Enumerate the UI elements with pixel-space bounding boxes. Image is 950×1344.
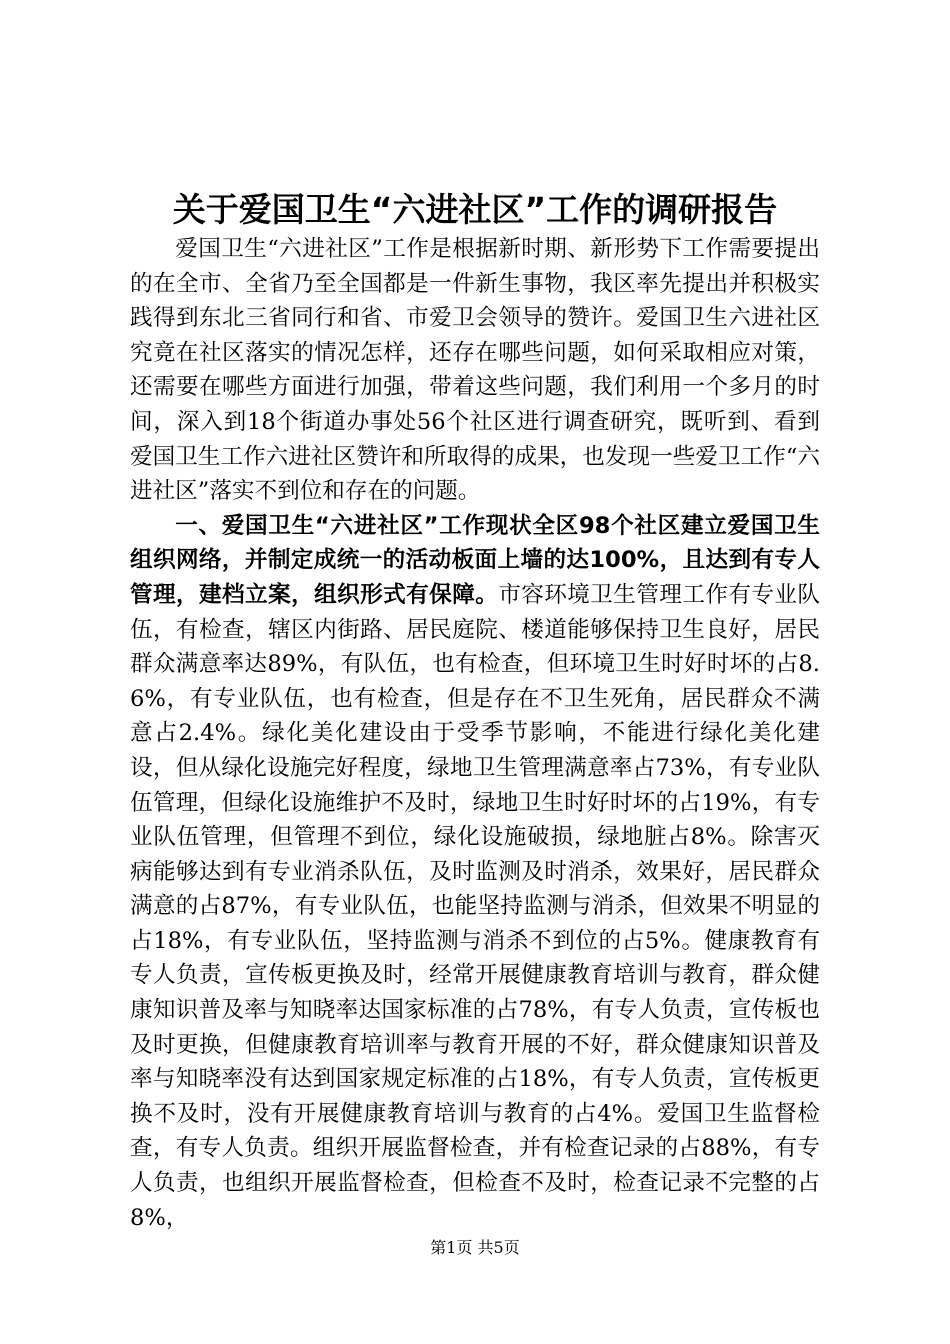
document-title: 关于爱国卫生“六进社区”工作的调研报告 [172,190,778,229]
document-body [130,232,820,1235]
page-number-footer: 第1页 共5页 [430,1238,520,1257]
section-1-text: 市容环境卫生管理工作有专业队伍，有检查，辖区内街路、居民庭院、楼道能够保持卫生良好，居民群众满意率达89%，有队伍，也有检查，但环境卫生时好时坏的占8.6%，有专业队伍，也有检查，但是存在不卫生死角，居民群众不满意占2.4%。绿化美化建设由于受季节影响，不能进行绿化美化建设，但从绿化设施完好程度，绿地卫生管理满意率占73%，有专业队伍管理，但绿化设施维护不及时，绿地卫生时好时坏的占19%，有专业队伍管理，但管理不到位，绿化设施破损，绿地脏占8%。除害灭病能够达到有专业消杀队伍，及时监测及时消杀，效果好，居民群众满意的占87%，有专业队伍，也能坚持监测与消杀，但效果不明显的占18%，有专业队伍，坚持监测与消杀不到位的占5%。健康教育有专人负责，宣传板更换及时，经常开展健康教育培训与教育，群众健康知识普及率与知晓率达国家标准的占78%，有专人负责，宣传板也及时更换，但健康教育培训率与教育开展的不好，群众健康知识普及率与知晓率没有达到国家规定标准的占18%，有专人负责，宣传板更换不及时，没有开展健康教育培训与教育的占4%。爱国卫生监督检查，有专人负责。组织开展监督检查，并有检查记录的占88%，有专人负责，也组织开展监督检查，但检查不及时，检查记录不完整的占8%， [130,581,821,1231]
paragraph-section-1 [130,509,820,1235]
section-1-heading: 一、爱国卫生“六进社区”工作现状全区98个社区建立爱国卫生组织网络，并制定成统一的活动板面上墙的达100%，且达到有专人管理，建档立案，组织形式有保障。 [130,512,820,608]
paragraph-intro [130,232,820,509]
paragraph-intro-text: 爱国卫生“六进社区”工作是根据新时期、新形势下工作需要提出的在全市、全省乃至全国都是一件新生事物，我区率先提出并积极实践得到东北三省同行和省、市爱卫会领导的赞许。爱国卫生六进社区究竟在社区落实的情况怎样，还存在哪些问题，如何采取相应对策，还需要在哪些方面进行加强，带着这些问题，我们利用一个多月的时间，深入到18个街道办事处56个社区进行调查研究，既听到、看到爱国卫生工作六进社区赞许和所取得的成果，也发现一些爱卫工作“六进社区”落实不到位和存在的问题。 [130,236,820,505]
